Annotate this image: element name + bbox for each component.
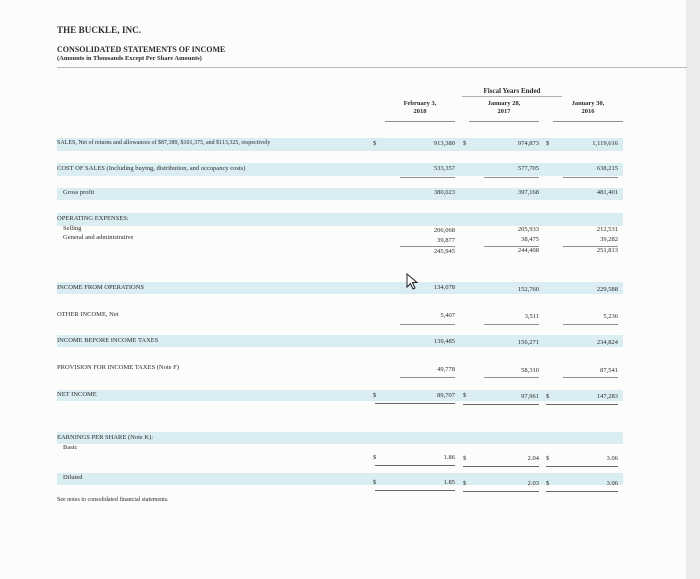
eps-diluted-dollar-1: $ bbox=[373, 479, 377, 486]
cost-subtotal-rule-1 bbox=[400, 177, 455, 178]
opex-total-2018: 245,945 bbox=[433, 248, 455, 255]
net-income-double-rule-3 bbox=[546, 404, 618, 405]
eps-basic-dollar-3: $ bbox=[546, 455, 550, 462]
eps-diluted-rule-1 bbox=[375, 490, 455, 491]
sales-2016: 1,119,616 bbox=[592, 140, 618, 147]
sales-dollar-2: $ bbox=[463, 140, 467, 147]
statement-subtitle: (Amounts in Thousands Except Per Share Amounts) bbox=[57, 55, 202, 62]
eps-basic-2018: 1.86 bbox=[443, 454, 455, 461]
cost-of-sales-2018: 533,357 bbox=[433, 165, 455, 172]
net-income-2018: 89,707 bbox=[437, 392, 455, 399]
sales-2018: 913,380 bbox=[433, 140, 455, 147]
eps-diluted-label: Diluted bbox=[63, 474, 83, 481]
other-subtotal-rule-2 bbox=[484, 324, 539, 325]
selling-2016: 212,531 bbox=[596, 226, 618, 233]
eps-basic-2017: 2.04 bbox=[527, 455, 539, 462]
provision-subtotal-rule-1 bbox=[400, 377, 455, 378]
net-income-label: NET INCOME bbox=[57, 391, 97, 398]
income-before-taxes-2018: 139,485 bbox=[433, 338, 455, 345]
eps-basic-dollar-1: $ bbox=[373, 454, 377, 461]
income-before-taxes-label: INCOME BEFORE INCOME TAXES bbox=[57, 337, 159, 344]
col2-header-rule bbox=[469, 121, 539, 122]
cost-of-sales-2016: 638,215 bbox=[596, 165, 618, 172]
opex-subtotal-rule-1 bbox=[400, 246, 455, 247]
income-before-taxes-2016: 234,824 bbox=[596, 339, 618, 346]
other-subtotal-rule-3 bbox=[563, 324, 618, 325]
provision-taxes-2016: 87,541 bbox=[600, 367, 618, 374]
provision-taxes-2018: 49,778 bbox=[437, 366, 455, 373]
eps-diluted-2018: 1.85 bbox=[443, 479, 455, 486]
cost-of-sales-2017: 577,705 bbox=[517, 165, 539, 172]
gross-profit-2018: 380,023 bbox=[433, 189, 455, 196]
other-income-label: OTHER INCOME, Net bbox=[57, 311, 119, 318]
other-income-2016: 5,236 bbox=[603, 313, 618, 320]
cost-of-sales-label: COST OF SALES (Including buying, distribution, and occupancy costs) bbox=[57, 165, 246, 172]
statement-title: CONSOLIDATED STATEMENTS OF INCOME bbox=[57, 45, 226, 54]
net-income-dollar-3: $ bbox=[546, 393, 550, 400]
gross-profit-label: Gross profit bbox=[63, 189, 95, 196]
gross-profit-2017: 397,168 bbox=[517, 189, 539, 196]
row-band-opex bbox=[57, 213, 623, 226]
eps-diluted-rule-2 bbox=[463, 491, 539, 492]
eps-diluted-2017: 2.03 bbox=[527, 480, 539, 487]
col1-header-rule bbox=[385, 121, 455, 122]
column-header-2018: February 3, 2018 bbox=[403, 100, 437, 115]
opex-total-2016: 251,813 bbox=[596, 247, 618, 254]
provision-taxes-2017: 58,310 bbox=[521, 367, 539, 374]
company-name: THE BUCKLE, INC. bbox=[57, 25, 142, 35]
opex-total-2017: 244,408 bbox=[517, 247, 539, 254]
general-admin-label: General and administrative bbox=[63, 234, 134, 241]
income-from-operations-2016: 229,588 bbox=[596, 286, 618, 293]
income-before-taxes-2017: 156,271 bbox=[517, 339, 539, 346]
cost-subtotal-rule-3 bbox=[563, 177, 618, 178]
provision-taxes-label: PROVISION FOR INCOME TAXES (Note F) bbox=[57, 364, 179, 371]
selling-2017: 205,933 bbox=[517, 226, 539, 233]
net-income-2016: 147,283 bbox=[596, 393, 618, 400]
income-from-operations-2017: 152,760 bbox=[517, 286, 539, 293]
selling-2018: 206,068 bbox=[433, 227, 455, 234]
column-header-2016: January 30, 2016 bbox=[571, 100, 605, 115]
cost-subtotal-rule-2 bbox=[484, 177, 539, 178]
eps-basic-rule-1 bbox=[375, 465, 455, 466]
operating-expenses-label: OPERATING EXPENSES: bbox=[57, 215, 129, 222]
header-rule bbox=[57, 67, 687, 68]
footnote: See notes to consolidated financial statements. bbox=[57, 497, 169, 503]
other-subtotal-rule-1 bbox=[400, 324, 455, 325]
fiscal-years-heading: Fiscal Years Ended bbox=[483, 87, 541, 95]
eps-diluted-rule-3 bbox=[546, 491, 618, 492]
general-admin-2018: 39,877 bbox=[437, 237, 455, 244]
eps-header-label: EARNINGS PER SHARE (Note K): bbox=[57, 434, 154, 441]
provision-subtotal-rule-3 bbox=[563, 377, 618, 378]
sales-dollar-3: $ bbox=[546, 140, 550, 147]
sales-2017: 974,873 bbox=[517, 140, 539, 147]
eps-basic-dollar-2: $ bbox=[463, 455, 467, 462]
eps-basic-label: Basic bbox=[63, 444, 78, 451]
selling-label: Selling bbox=[63, 225, 82, 232]
net-income-2017: 97,961 bbox=[521, 393, 539, 400]
gross-profit-2016: 481,401 bbox=[596, 189, 618, 196]
provision-subtotal-rule-2 bbox=[484, 377, 539, 378]
net-income-dollar-2: $ bbox=[463, 392, 467, 399]
eps-basic-2016: 3.06 bbox=[606, 455, 618, 462]
page-edge bbox=[686, 0, 700, 579]
other-income-2017: 3,511 bbox=[524, 313, 539, 320]
sales-label: SALES, Net of returns and allowances of $87,389, $101,375, and $113,325, respectively bbox=[57, 140, 271, 146]
net-income-dollar-1: $ bbox=[373, 392, 377, 399]
general-admin-2017: 38,475 bbox=[521, 236, 539, 243]
other-income-2018: 5,407 bbox=[440, 312, 455, 319]
eps-diluted-dollar-3: $ bbox=[546, 480, 550, 487]
sales-dollar-1: $ bbox=[373, 140, 377, 147]
eps-diluted-dollar-2: $ bbox=[463, 480, 467, 487]
income-from-operations-label: INCOME FROM OPERATIONS bbox=[57, 284, 145, 291]
fiscal-years-rule bbox=[462, 96, 562, 97]
col3-header-rule bbox=[553, 121, 623, 122]
general-admin-2016: 39,282 bbox=[600, 236, 618, 243]
income-from-operations-2018: 134,078 bbox=[433, 284, 455, 291]
column-header-2017: January 28, 2017 bbox=[487, 100, 521, 115]
eps-basic-rule-2 bbox=[463, 466, 539, 467]
eps-basic-rule-3 bbox=[546, 466, 618, 467]
eps-diluted-2016: 3.06 bbox=[606, 480, 618, 487]
net-income-double-rule-2 bbox=[463, 404, 539, 405]
arrow-cursor-icon bbox=[406, 273, 420, 296]
net-income-double-rule-1 bbox=[375, 403, 455, 404]
